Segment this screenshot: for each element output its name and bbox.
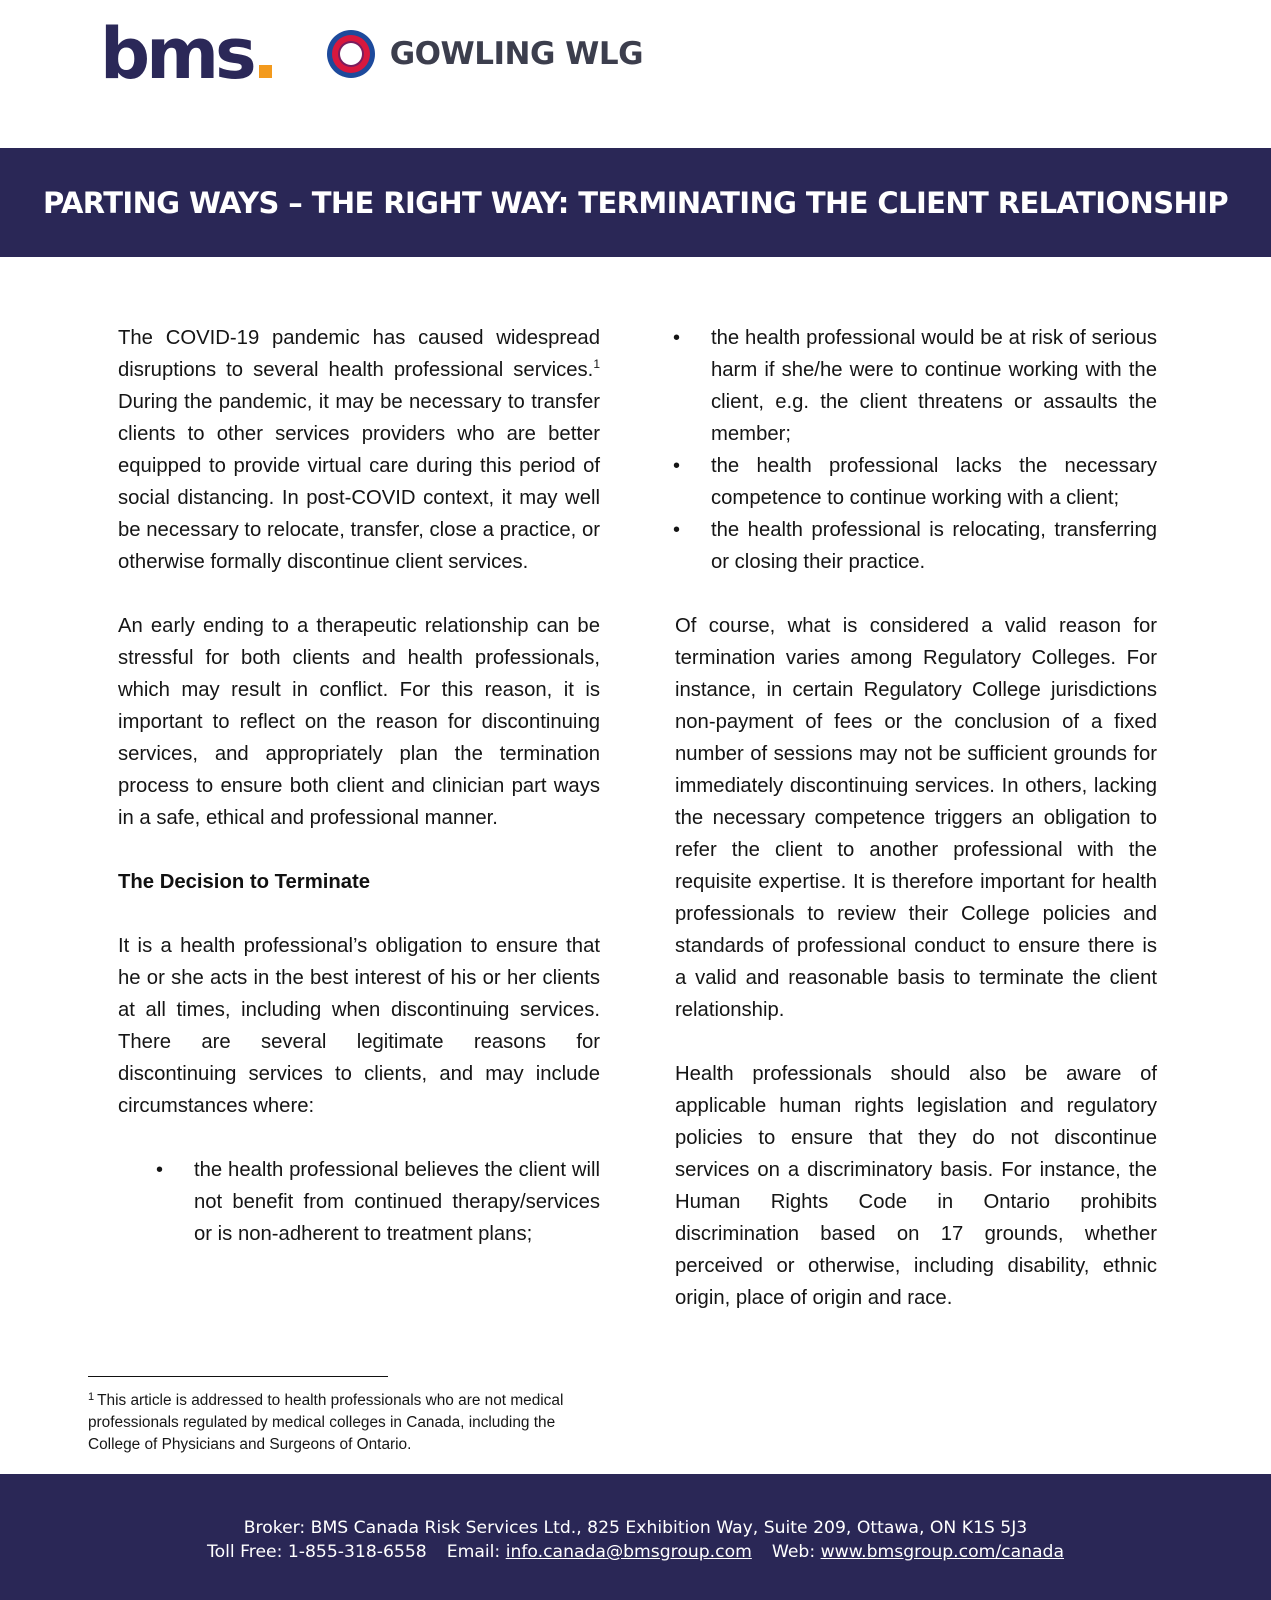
list-item: • the health professional is relocating, transferring or closing their practice.: [711, 514, 1157, 578]
intro-text: The COVID-19 pandemic has caused widespread disruptions to several health professional services.: [118, 327, 600, 381]
footer-address: Broker: BMS Canada Risk Services Ltd., 825 Exhibition Way, Suite 209, Ottawa, ON K1S 5J3: [243, 1518, 1028, 1538]
bms-logo-dot: [259, 65, 272, 78]
document-title: PARTING WAYS – THE RIGHT WAY: TERMINATING THE CLIENT RELATIONSHIP: [42, 185, 1229, 220]
reasons-list-left: [118, 1154, 600, 1250]
intro-paragraph: [118, 322, 600, 578]
list-item: • the health professional believes the client will not benefit from continued therapy/services or is non-adherent to treatment plans;: [194, 1154, 600, 1250]
gowling-logo: [324, 27, 643, 81]
footer-web-label: Web:: [771, 1542, 821, 1562]
footnote-ref[interactable]: 1: [593, 357, 600, 371]
footnote-divider: [88, 1376, 388, 1377]
footer-email-link[interactable]: info.canada@bmsgroup.com: [505, 1542, 752, 1562]
paragraph-human-rights: Health professionals should also be aware of applicable human rights legislation and regulatory policies to ensure that they do not discontinue services on a discriminatory basis. For instance, the Human Rights Code in Ontario prohibits discrimination based on 17 grounds, whether perceived or otherwise, including disability, ethnic origin, place of origin and race.: [675, 1063, 1157, 1309]
left-column: [118, 322, 600, 1282]
paragraph-valid-reason: Of course, what is considered a valid reason for termination varies among Regulatory Colleges. For instance, in certain Regulatory College jurisdictions non-payment of fees or the conclusion of a fixed number of sessions may not be sufficient grounds for immediately discontinuing services. In others, lacking the necessary competence triggers an obligation to refer the client to another professional with the requisite expertise. It is therefore important for health professionals to review their College policies and standards of professional conduct to ensure there is a valid and reasonable basis to terminate the client relationship.: [675, 615, 1157, 1021]
reasons-list-right: [637, 322, 1157, 578]
list-item: • the health professional lacks the necessary competence to continue working with a client;: [711, 450, 1157, 514]
title-banner: [0, 148, 1271, 257]
footer: [0, 1474, 1271, 1600]
footer-web-link[interactable]: www.bmsgroup.com/canada: [820, 1542, 1064, 1562]
paragraph-early-ending: An early ending to a therapeutic relationship can be stressful for both clients and health professionals, which may result in conflict. For this reason, it is important to reflect on the reason for discontinuing services, and appropriately plan the termination process to ensure both client and clinician part ways in a safe, ethical and professional manner.: [118, 615, 600, 829]
intro-text-cont: During the pandemic, it may be necessary to transfer clients to other services providers who are better equipped to provide virtual care during this period of social distancing. In post-COVID context, it may well be necessary to relocate, transfer, close a practice, or otherwise formally discontinue client services.: [118, 391, 600, 573]
footer-email-label: Email:: [446, 1542, 506, 1562]
bms-logo-text: bms: [100, 13, 253, 95]
footnote-text: This article is addressed to health professionals who are not medical professionals regulated by medical colleges in Canada, including the College of Physicians and Surgeons of Ontario.: [88, 1392, 564, 1453]
list-item: • the health professional would be at risk of serious harm if she/he were to continue working with the client, e.g. the client threatens or assaults the member;: [711, 322, 1157, 450]
gowling-ring-icon: [324, 27, 378, 81]
footnote: [88, 1386, 608, 1456]
footer-toll-free: Toll Free: 1-855-318-6558: [207, 1542, 427, 1562]
header-logos: [100, 14, 643, 94]
footnote-number: 1: [88, 1391, 95, 1403]
bms-logo: [100, 13, 272, 95]
paragraph-obligation: It is a health professional’s obligation to ensure that he or she acts in the best interest of his or her clients at all times, including when discontinuing services. There are several legitimate reasons for discontinuing services to clients, and may include circumstances where:: [118, 935, 600, 1117]
gowling-logo-text: GOWLING WLG: [389, 36, 644, 72]
right-column: [675, 322, 1157, 1346]
section-heading: The Decision to Terminate: [118, 871, 371, 893]
footer-contacts: [0, 1542, 1271, 1562]
